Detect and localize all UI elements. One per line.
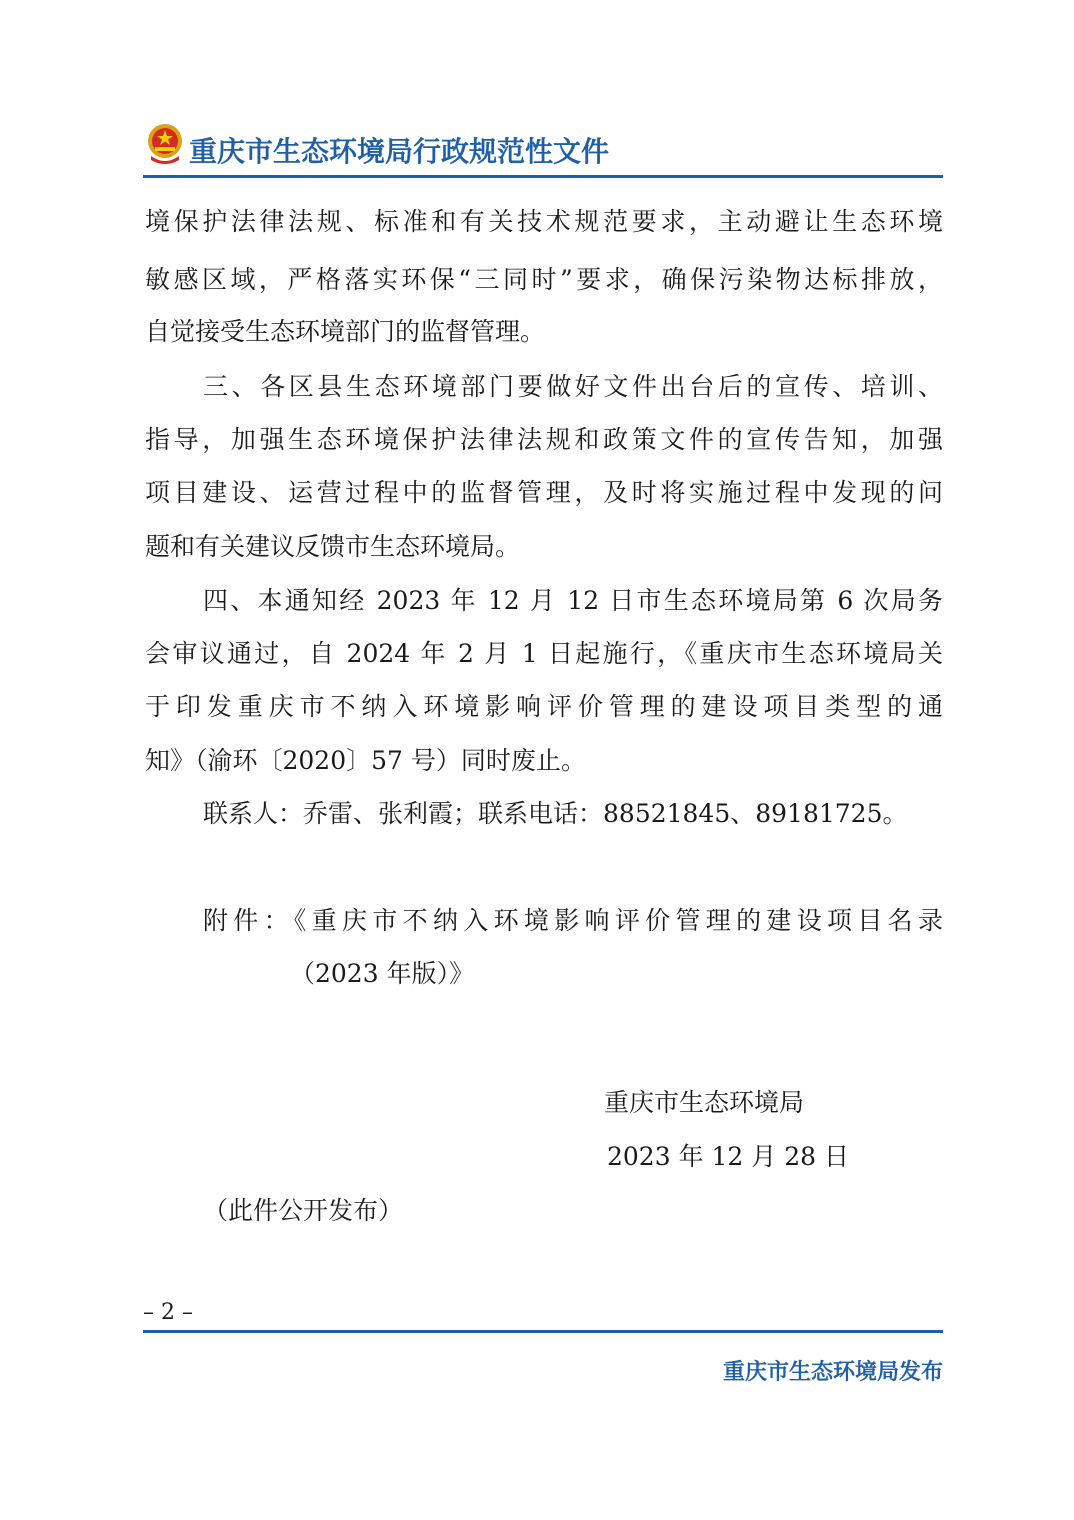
- header-rule: [143, 175, 943, 178]
- body-line: 项目建设、运营过程中的监督管理，及时将实施过程中发现的问: [145, 478, 943, 507]
- contact-line: 联系人：乔雷、张利霞；联系电话：88521845、89181725。: [203, 799, 908, 828]
- body-line: 境保护法律法规、标准和有关技术规范要求，主动避让生态环境: [145, 207, 943, 236]
- signature-date: 2023 年 12 月 28 日: [607, 1142, 849, 1171]
- body-line: 题和有关建议反馈市生态环境局。: [145, 532, 521, 561]
- document-header: [143, 118, 943, 178]
- header-title: 重庆市生态环境局行政规范性文件: [189, 135, 610, 168]
- signature-org: 重庆市生态环境局: [604, 1088, 805, 1117]
- body-line: 敏感区域，严格落实环保“三同时”要求，确保污染物达标排放，: [145, 265, 943, 294]
- public-note: （此件公开发布）: [203, 1196, 404, 1225]
- footer-publisher: 重庆市生态环境局发布: [722, 1360, 943, 1385]
- body-line: 知》（渝环〔2020〕57 号）同时废止。: [145, 746, 586, 775]
- body-line: 三、各区县生态环境部门要做好文件出台后的宣传、培训、: [203, 372, 943, 401]
- body-line: 指导，加强生态环境保护法律法规和政策文件的宣传告知，加强: [145, 425, 943, 454]
- body-line: 于印发重庆市不纳入环境影响评价管理的建设项目类型的通: [145, 692, 943, 721]
- body-line: 会审议通过，自 2024 年 2 月 1 日起施行，《重庆市生态环境局关: [145, 639, 943, 668]
- page-number: – 2 –: [143, 1300, 193, 1325]
- national-emblem-icon: [145, 122, 185, 166]
- body-line: 四、本通知经 2023 年 12 月 12 日市生态环境局第 6 次局务: [203, 586, 943, 615]
- attachment-line: 附件：《重庆市不纳入环境影响评价管理的建设项目名录: [203, 906, 943, 935]
- attachment-line: （2023 年版）》: [290, 959, 475, 988]
- footer-rule: [143, 1330, 943, 1333]
- body-line: 自觉接受生态环境部门的监督管理。: [145, 317, 546, 346]
